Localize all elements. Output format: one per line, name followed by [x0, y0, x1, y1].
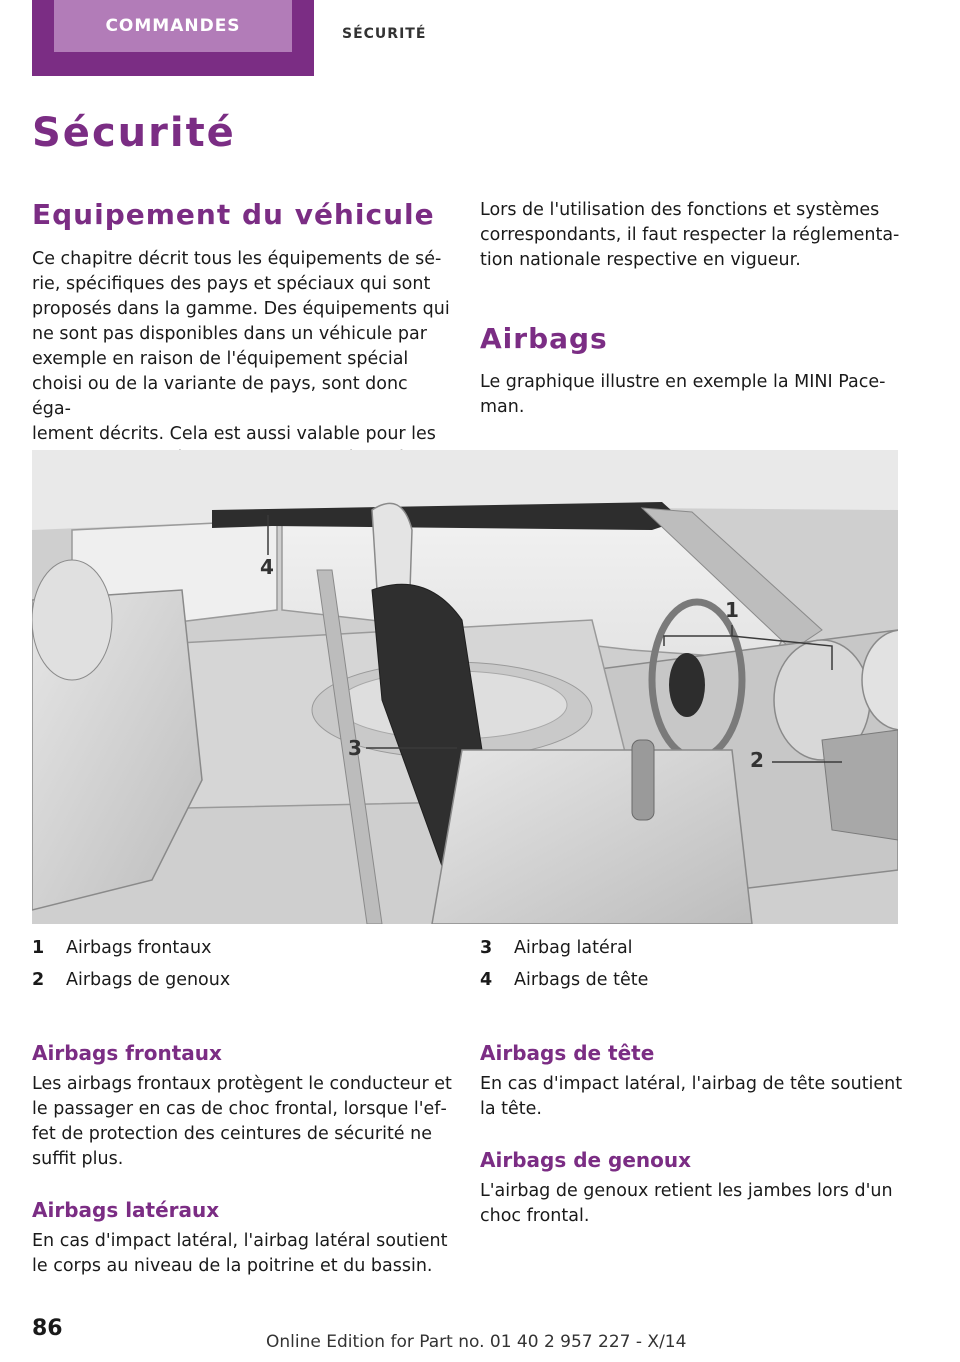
text-line: tion nationale respective en vigueur.: [480, 250, 801, 270]
frontal-airbags-paragraph: [32, 1072, 462, 1172]
callout-1: 1: [725, 598, 739, 622]
text-line: ne sont pas disponibles dans un véhicule par: [32, 324, 427, 344]
car-interior-drawing: [32, 450, 898, 924]
text-line: la tête.: [480, 1099, 542, 1119]
chapter-tab[interactable]: COMMANDES: [54, 0, 292, 52]
legend-number: 4: [480, 970, 493, 990]
callout-4: 4: [260, 555, 274, 579]
legend-number: 1: [32, 938, 45, 958]
callout-3: 3: [348, 736, 362, 760]
text-line: proposés dans la gamme. Des équipements qui: [32, 299, 450, 319]
head-airbags-paragraph: [480, 1072, 910, 1122]
knee-airbags-heading: Airbags de genoux: [480, 1148, 692, 1172]
text-line: le corps au niveau de la poitrine et du bassin.: [32, 1256, 433, 1276]
knee-airbags-paragraph: [480, 1179, 910, 1229]
text-line: correspondants, il faut respecter la réglementa‐: [480, 225, 900, 245]
regulation-paragraph: [480, 198, 910, 273]
legend-label: Airbags de genoux: [66, 970, 231, 990]
page-title: Sécurité: [32, 110, 236, 156]
text-line: Le graphique illustre en exemple la MINI Pace‐: [480, 372, 886, 392]
frontal-airbags-heading: Airbags frontaux: [32, 1041, 222, 1065]
text-line: Ce chapitre décrit tous les équipements de sé‐: [32, 249, 442, 269]
legend-label: Airbags frontaux: [66, 938, 212, 958]
text-line: choc frontal.: [480, 1206, 590, 1226]
text-line: En cas d'impact latéral, l'airbag latéral soutient: [32, 1231, 448, 1251]
text-line: fet de protection des ceintures de sécurité ne: [32, 1124, 432, 1144]
text-line: le passager en cas de choc frontal, lorsque l'ef‐: [32, 1099, 447, 1119]
lateral-airbags-paragraph: [32, 1229, 462, 1279]
airbag-illustration: [32, 450, 898, 924]
text-line: choisi ou de la variante de pays, sont donc éga‐: [32, 374, 408, 419]
airbags-heading: Airbags: [480, 322, 608, 355]
text-line: man.: [480, 397, 525, 417]
chapter-tab-bar: [32, 0, 314, 76]
text-line: En cas d'impact latéral, l'airbag de tête soutient: [480, 1074, 903, 1094]
legend-label: Airbag latéral: [514, 938, 633, 958]
text-line: Les airbags frontaux protègent le conducteur et: [32, 1074, 452, 1094]
edition-footer: Online Edition for Part no. 01 40 2 957 227 - X/14: [266, 1332, 687, 1352]
text-line: Lors de l'utilisation des fonctions et systèmes: [480, 200, 880, 220]
text-line: suffit plus.: [32, 1149, 124, 1169]
text-line: L'airbag de genoux retient les jambes lors d'un: [480, 1181, 893, 1201]
legend-number: 3: [480, 938, 493, 958]
equipment-heading: Equipement du véhicule: [32, 198, 435, 231]
text-line: exemple en raison de l'équipement spécial: [32, 349, 409, 369]
callout-2: 2: [750, 748, 764, 772]
lateral-airbags-heading: Airbags latéraux: [32, 1198, 220, 1222]
page-number: 86: [32, 1316, 63, 1341]
text-line: lement décrits. Cela est aussi valable pour les: [32, 424, 436, 444]
legend-number: 2: [32, 970, 45, 990]
text-line: rie, spécifiques des pays et spéciaux qui sont: [32, 274, 431, 294]
legend-label: Airbags de tête: [514, 970, 649, 990]
section-tab[interactable]: SÉCURITÉ: [342, 26, 427, 42]
airbags-paragraph: [480, 370, 910, 420]
equipment-paragraph: [32, 247, 452, 472]
head-airbags-heading: Airbags de tête: [480, 1041, 655, 1065]
